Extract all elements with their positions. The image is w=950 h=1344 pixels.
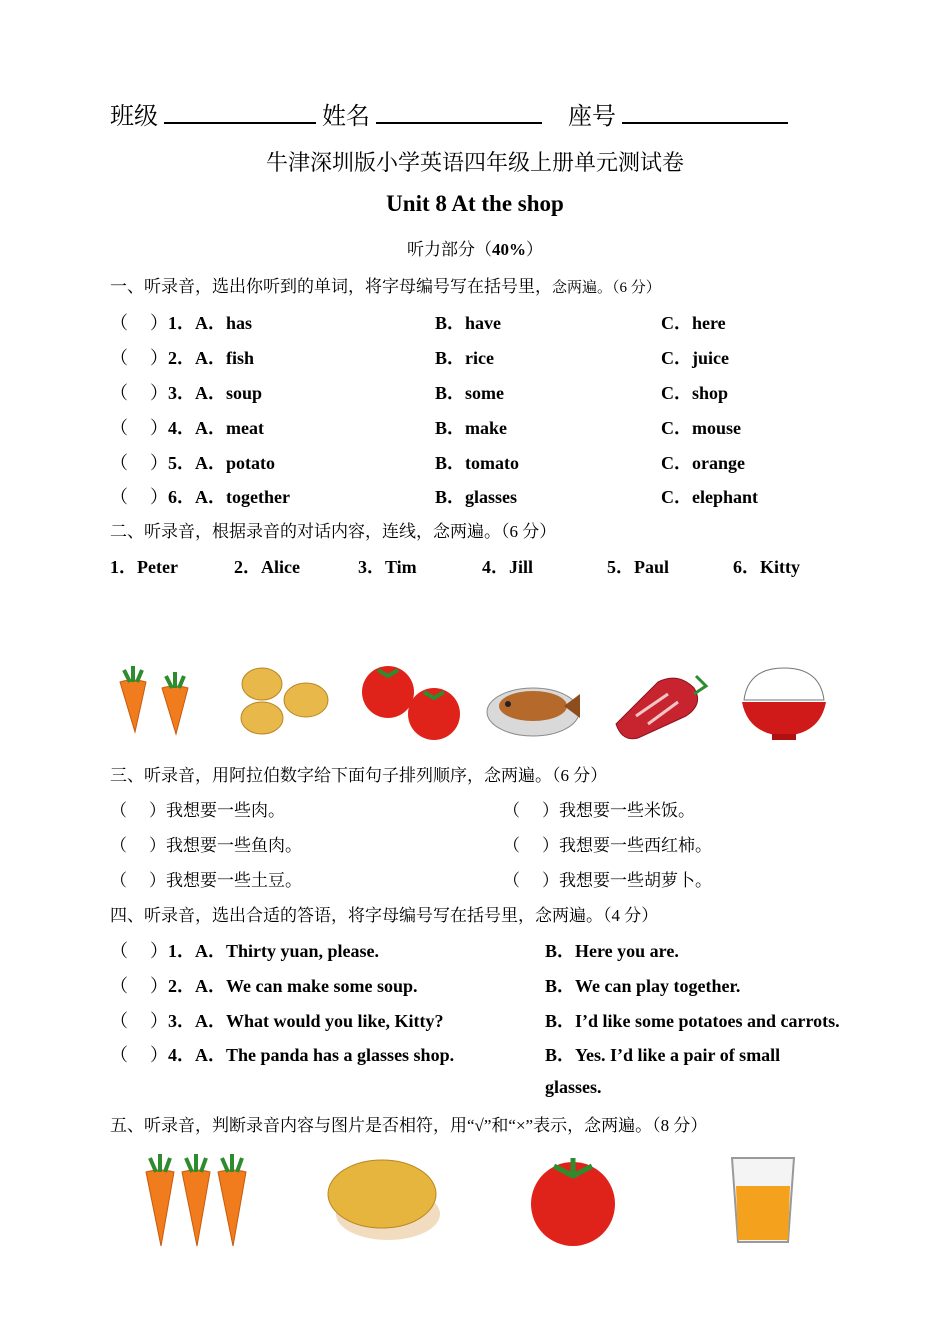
answer-paren[interactable]: （ ） [110, 976, 168, 996]
s1-item: （ ）3．A．soup [110, 383, 263, 403]
option-b: B．have [435, 313, 502, 333]
s4-item: （ ）2．A．We can make some soup. [110, 976, 418, 996]
option-c: C．juice [661, 348, 729, 368]
option-a: A．The panda has a glasses shop. [195, 1045, 455, 1065]
option-c: C．shop [661, 383, 729, 403]
option-b: B．Here you are. [545, 941, 679, 961]
class-field[interactable] [164, 96, 316, 124]
s1-item: （ ）1．A．has [110, 313, 253, 333]
tomatoes-image [356, 664, 466, 744]
tomato-image [518, 1152, 628, 1248]
section-4-heading: 四、听录音，选出合适的答语，将字母编号写在括号里，念两遍。（4 分） [110, 906, 659, 925]
page-title: 牛津深圳版小学英语四年级上册单元测试卷 [265, 150, 684, 175]
answer-paren[interactable]: （ ） [110, 1045, 168, 1065]
order-paren[interactable]: （ ） [503, 836, 559, 855]
carrots-image [108, 660, 198, 740]
name-6: 6．Kitty [733, 557, 800, 577]
name-5: 5．Paul [607, 557, 670, 577]
option-a: A．fish [195, 348, 255, 368]
option-a: A．What would you like, Kitty? [195, 1011, 444, 1031]
s4-item: （ ）3．A．What would you like, Kitty? [110, 1011, 444, 1031]
s1-item: （ ）4．A．meat [110, 418, 264, 438]
seat-label: 座号 [568, 104, 616, 130]
section-5-heading: 五、听录音，判断录音内容与图片是否相符，用“√”和“×”表示，念两遍。（8 分） [110, 1116, 708, 1135]
name-1: 1．Peter [110, 557, 178, 577]
s3-right-item: （ ）我想要一些胡萝卜。 [503, 871, 712, 890]
class-label: 班级 [110, 104, 158, 130]
option-b: B．tomato [435, 453, 519, 473]
option-c: C．here [661, 313, 726, 333]
header-line [110, 96, 788, 131]
option-a: A．We can make some soup. [195, 976, 418, 996]
answer-paren[interactable]: （ ） [110, 1011, 168, 1031]
section-3-heading: 三、听录音，用阿拉伯数字给下面句子排列顺序，念两遍。（6 分） [110, 766, 608, 785]
s1-item: （ ）5．A．potato [110, 453, 275, 473]
option-b: B．rice [435, 348, 494, 368]
three-carrots-image [140, 1152, 250, 1250]
fish-dish-image [484, 664, 582, 744]
order-paren[interactable]: （ ） [110, 871, 166, 890]
potato-image [326, 1152, 444, 1244]
option-a: A．Thirty yuan, please. [195, 941, 380, 961]
unit-title: Unit 8 At the shop [386, 191, 564, 216]
answer-paren[interactable]: （ ） [110, 348, 168, 368]
answer-paren[interactable]: （ ） [110, 383, 168, 403]
option-b: B．glasses [435, 487, 518, 507]
answer-paren[interactable]: （ ） [110, 313, 168, 333]
option-a: A．meat [195, 418, 264, 438]
s4-item-4-b-cont: glasses. [545, 1077, 602, 1097]
rice-bowl-image [738, 664, 830, 742]
s4-item: （ ）1．A．Thirty yuan, please. [110, 941, 380, 961]
s3-left-item: （ ）我想要一些土豆。 [110, 871, 302, 890]
name-3: 3．Tim [358, 557, 417, 577]
s3-right-item: （ ）我想要一些米饭。 [503, 801, 695, 820]
order-paren[interactable]: （ ） [503, 801, 559, 820]
option-a: A．has [195, 313, 253, 333]
juice-glass-image [726, 1152, 800, 1248]
s1-item: （ ）6．A．together [110, 487, 290, 507]
name-2: 2．Alice [234, 557, 300, 577]
option-b: B．I’d like some potatoes and carrots. [545, 1011, 840, 1031]
answer-paren[interactable]: （ ） [110, 941, 168, 961]
s4-item: （ ）4．A．The panda has a glasses shop. [110, 1045, 455, 1065]
order-paren[interactable]: （ ） [110, 836, 166, 855]
option-b: B．Yes. I’d like a pair of small [545, 1045, 781, 1065]
option-b: B．We can play together. [545, 976, 741, 996]
section-1-heading: 一、听录音，选出你听到的单词，将字母编号写在括号里，念两遍。（6 分） [110, 277, 661, 296]
order-paren[interactable]: （ ） [503, 871, 559, 890]
potatoes-image [236, 662, 332, 742]
answer-paren[interactable]: （ ） [110, 453, 168, 473]
answer-paren[interactable]: （ ） [110, 487, 168, 507]
s3-left-item: （ ）我想要一些鱼肉。 [110, 836, 302, 855]
section-2-heading: 二、听录音，根据录音的对话内容，连线，念两遍。（6 分） [110, 522, 557, 541]
listening-label: 听力部分（40%） [407, 240, 543, 259]
meat-image [608, 664, 718, 744]
option-a: A．potato [195, 453, 275, 473]
option-c: C．orange [661, 453, 745, 473]
answer-paren[interactable]: （ ） [110, 418, 168, 438]
option-b: B．some [435, 383, 504, 403]
order-paren[interactable]: （ ） [110, 801, 166, 820]
option-c: C．elephant [661, 487, 759, 507]
name-4: 4．Jill [482, 557, 534, 577]
name-label: 姓名 [322, 104, 370, 130]
seat-field[interactable] [622, 96, 788, 124]
name-field[interactable] [376, 96, 542, 124]
s1-item: （ ）2．A．fish [110, 348, 255, 368]
option-a: A．together [195, 487, 290, 507]
option-c: C．mouse [661, 418, 741, 438]
option-b: B．make [435, 418, 507, 438]
s3-left-item: （ ）我想要一些肉。 [110, 801, 285, 820]
option-a: A．soup [195, 383, 263, 403]
s3-right-item: （ ）我想要一些西红柿。 [503, 836, 712, 855]
